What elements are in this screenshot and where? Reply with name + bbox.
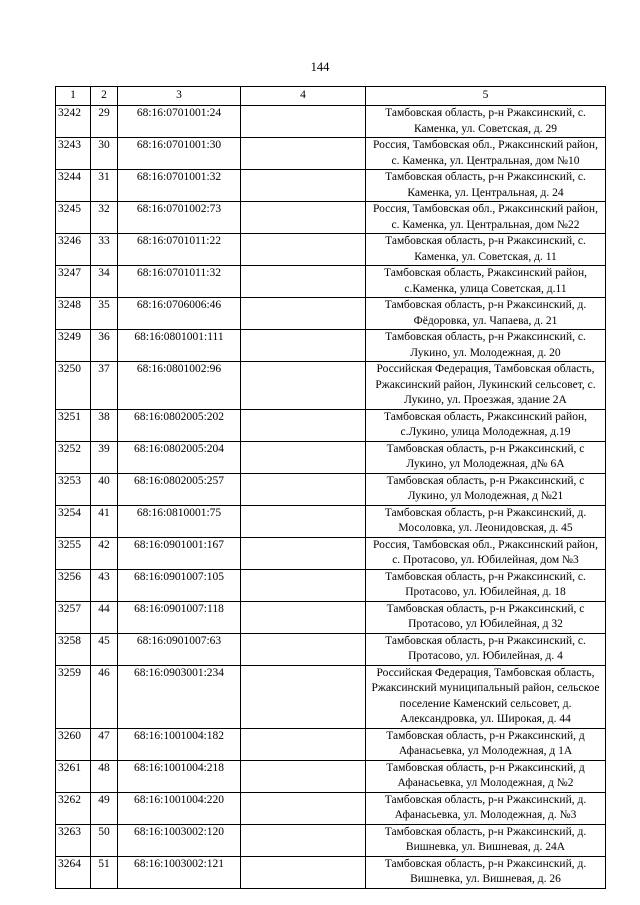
cell-row-number: 3252 <box>56 441 91 473</box>
cell-index: 50 <box>91 824 118 856</box>
table-row <box>56 505 606 537</box>
cell-row-number: 3256 <box>56 569 91 601</box>
cell-cadastral-number: 68:16:0701001:24 <box>118 106 241 138</box>
cell-row-number: 3251 <box>56 409 91 441</box>
cell-row-number: 3242 <box>56 106 91 138</box>
cell-address: Тамбовская область, р-н Ржаксинский, д. Мосоловка, ул. Леонидовская, д. 45 <box>366 505 606 537</box>
column-header-3: 3 <box>118 87 241 106</box>
cell-row-number: 3262 <box>56 792 91 824</box>
column-header-5: 5 <box>366 87 606 106</box>
cell-index: 47 <box>91 728 118 760</box>
table-row <box>56 362 606 410</box>
cell-row-number: 3259 <box>56 665 91 728</box>
cell-cadastral-number: 68:16:0901007:63 <box>118 633 241 665</box>
cell-cadastral-number: 68:16:1003002:121 <box>118 856 241 888</box>
cell-cadastral-number: 68:16:0901001:167 <box>118 537 241 569</box>
cell-address: Российская Федерация, Тамбовская область, Ржаксинский муниципальный район, сельское поселение Каменский сельсовет, д. Александровка, ул. Широкая, д. 44 <box>366 665 606 728</box>
cell-index: 31 <box>91 170 118 202</box>
cell-address: Тамбовская область, р-н Ржаксинский, с. Каменка, ул. Советская, д. 29 <box>366 106 606 138</box>
table-row <box>56 441 606 473</box>
table-row <box>56 760 606 792</box>
cell-row-number: 3253 <box>56 473 91 505</box>
cell-column-4 <box>241 170 366 202</box>
cell-column-4 <box>241 569 366 601</box>
cell-index: 37 <box>91 362 118 410</box>
cell-column-4 <box>241 330 366 362</box>
cell-index: 48 <box>91 760 118 792</box>
cell-column-4 <box>241 202 366 234</box>
cell-row-number: 3247 <box>56 266 91 298</box>
cell-index: 40 <box>91 473 118 505</box>
table-row <box>56 330 606 362</box>
cell-column-4 <box>241 505 366 537</box>
table-row <box>56 234 606 266</box>
cell-index: 43 <box>91 569 118 601</box>
cell-column-4 <box>241 441 366 473</box>
cell-address: Тамбовская область, р-н Ржаксинский, д Афанасьевка, ул Молодежная, д 1А <box>366 728 606 760</box>
cell-column-4 <box>241 760 366 792</box>
cell-cadastral-number: 68:16:0701001:32 <box>118 170 241 202</box>
cell-address: Тамбовская область, р-н Ржаксинский, д. Афанасьевка, ул. Молодежная, д. №3 <box>366 792 606 824</box>
cell-row-number: 3248 <box>56 298 91 330</box>
cell-index: 36 <box>91 330 118 362</box>
cell-cadastral-number: 68:16:0901007:118 <box>118 601 241 633</box>
cell-index: 51 <box>91 856 118 888</box>
cell-column-4 <box>241 362 366 410</box>
cell-index: 34 <box>91 266 118 298</box>
cell-address: Тамбовская область, р-н Ржаксинский, с. Лукино, ул. Молодежная, д. 20 <box>366 330 606 362</box>
table-row <box>56 106 606 138</box>
cell-cadastral-number: 68:16:1001004:220 <box>118 792 241 824</box>
cell-index: 42 <box>91 537 118 569</box>
cell-row-number: 3249 <box>56 330 91 362</box>
cell-address: Тамбовская область, Ржаксинский район, с.Лукино, улица Молодежная, д.19 <box>366 409 606 441</box>
cell-address: Тамбовская область, р-н Ржаксинский, с Протасово, ул Юбилейная, д 32 <box>366 601 606 633</box>
cell-address: Тамбовская область, р-н Ржаксинский, с. Протасово, ул. Юбилейная, д. 18 <box>366 569 606 601</box>
cell-column-4 <box>241 665 366 728</box>
cell-address: Россия, Тамбовская обл., Ржаксинский район, с. Протасово, ул. Юбилейная, дом №3 <box>366 537 606 569</box>
cell-row-number: 3255 <box>56 537 91 569</box>
cell-address: Тамбовская область, р-н Ржаксинский, с. Протасово, ул. Юбилейная, д. 4 <box>366 633 606 665</box>
cell-row-number: 3246 <box>56 234 91 266</box>
cell-column-4 <box>241 106 366 138</box>
table-header-row <box>56 87 606 106</box>
cell-row-number: 3254 <box>56 505 91 537</box>
cell-row-number: 3250 <box>56 362 91 410</box>
cell-row-number: 3244 <box>56 170 91 202</box>
cell-column-4 <box>241 473 366 505</box>
cell-column-4 <box>241 409 366 441</box>
cell-cadastral-number: 68:16:0706006:46 <box>118 298 241 330</box>
cell-cadastral-number: 68:16:1001004:182 <box>118 728 241 760</box>
cell-index: 44 <box>91 601 118 633</box>
cell-row-number: 3260 <box>56 728 91 760</box>
table-row <box>56 728 606 760</box>
table-row <box>56 266 606 298</box>
column-header-2: 2 <box>91 87 118 106</box>
cell-cadastral-number: 68:16:0802005:202 <box>118 409 241 441</box>
table-row <box>56 138 606 170</box>
cell-address: Тамбовская область, р-н Ржаксинский, с Лукино, ул Молодежная, д №21 <box>366 473 606 505</box>
cell-row-number: 3257 <box>56 601 91 633</box>
table-row <box>56 824 606 856</box>
cell-row-number: 3263 <box>56 824 91 856</box>
cell-row-number: 3243 <box>56 138 91 170</box>
cell-column-4 <box>241 138 366 170</box>
cell-address: Тамбовская область, р-н Ржаксинский, д. Вишневка, ул. Вишневая, д. 26 <box>366 856 606 888</box>
cell-index: 46 <box>91 665 118 728</box>
cell-cadastral-number: 68:16:0802005:204 <box>118 441 241 473</box>
cell-address: Российская Федерация, Тамбовская область, Ржаксинский район, Лукинский сельсовет, с. Лукино, ул. Проезжая, здание 2А <box>366 362 606 410</box>
cell-address: Тамбовская область, р-н Ржаксинский, д Афанасьевка, ул Молодежная, д №2 <box>366 760 606 792</box>
table-row <box>56 633 606 665</box>
cell-address: Тамбовская область, р-н Ржаксинский, с Лукино, ул Молодежная, д№ 6А <box>366 441 606 473</box>
cell-address: Тамбовская область, р-н Ржаксинский, д. Фёдоровка, ул. Чапаева, д. 21 <box>366 298 606 330</box>
data-table <box>55 86 606 889</box>
cell-index: 41 <box>91 505 118 537</box>
cell-column-4 <box>241 792 366 824</box>
cell-index: 32 <box>91 202 118 234</box>
cell-column-4 <box>241 266 366 298</box>
cell-index: 29 <box>91 106 118 138</box>
page-number: 144 <box>310 60 330 74</box>
cell-index: 33 <box>91 234 118 266</box>
table-row <box>56 792 606 824</box>
cell-row-number: 3245 <box>56 202 91 234</box>
cell-cadastral-number: 68:16:0810001:75 <box>118 505 241 537</box>
table-row <box>56 473 606 505</box>
cell-cadastral-number: 68:16:0701011:22 <box>118 234 241 266</box>
cell-column-4 <box>241 537 366 569</box>
cell-index: 39 <box>91 441 118 473</box>
cell-cadastral-number: 68:16:0801001:111 <box>118 330 241 362</box>
cell-cadastral-number: 68:16:0701001:30 <box>118 138 241 170</box>
column-header-1: 1 <box>56 87 91 106</box>
cell-index: 38 <box>91 409 118 441</box>
cell-column-4 <box>241 633 366 665</box>
cell-column-4 <box>241 856 366 888</box>
cell-address: Россия, Тамбовская обл., Ржаксинский район, с. Каменка, ул. Центральная, дом №22 <box>366 202 606 234</box>
table-row <box>56 856 606 888</box>
table-row <box>56 601 606 633</box>
table-row <box>56 170 606 202</box>
cell-index: 49 <box>91 792 118 824</box>
cell-cadastral-number: 68:16:1003002:120 <box>118 824 241 856</box>
cell-column-4 <box>241 728 366 760</box>
cell-cadastral-number: 68:16:1001004:218 <box>118 760 241 792</box>
cell-column-4 <box>241 824 366 856</box>
table-row <box>56 665 606 728</box>
table-row <box>56 409 606 441</box>
cell-cadastral-number: 68:16:0903001:234 <box>118 665 241 728</box>
cell-index: 35 <box>91 298 118 330</box>
column-header-4: 4 <box>241 87 366 106</box>
cell-cadastral-number: 68:16:0701011:32 <box>118 266 241 298</box>
cell-cadastral-number: 68:16:0701002:73 <box>118 202 241 234</box>
cell-index: 45 <box>91 633 118 665</box>
cell-cadastral-number: 68:16:0801002:96 <box>118 362 241 410</box>
table-row <box>56 298 606 330</box>
cell-cadastral-number: 68:16:0901007:105 <box>118 569 241 601</box>
cell-address: Тамбовская область, р-н Ржаксинский, д. Вишневка, ул. Вишневая, д. 24А <box>366 824 606 856</box>
cell-address: Тамбовская область, р-н Ржаксинский, с. Каменка, ул. Советская, д. 11 <box>366 234 606 266</box>
table-row <box>56 537 606 569</box>
cell-address: Тамбовская область, р-н Ржаксинский, с. Каменка, ул. Центральная, д. 24 <box>366 170 606 202</box>
cell-column-4 <box>241 234 366 266</box>
cell-index: 30 <box>91 138 118 170</box>
table-row <box>56 569 606 601</box>
cell-row-number: 3264 <box>56 856 91 888</box>
cell-column-4 <box>241 601 366 633</box>
table-row <box>56 202 606 234</box>
cell-row-number: 3258 <box>56 633 91 665</box>
cell-address: Россия, Тамбовская обл., Ржаксинский район, с. Каменка, ул. Центральная, дом №10 <box>366 138 606 170</box>
cell-address: Тамбовская область, Ржаксинский район, с.Каменка, улица Советская, д.11 <box>366 266 606 298</box>
cell-row-number: 3261 <box>56 760 91 792</box>
cell-column-4 <box>241 298 366 330</box>
table-body <box>56 106 606 889</box>
cell-cadastral-number: 68:16:0802005:257 <box>118 473 241 505</box>
